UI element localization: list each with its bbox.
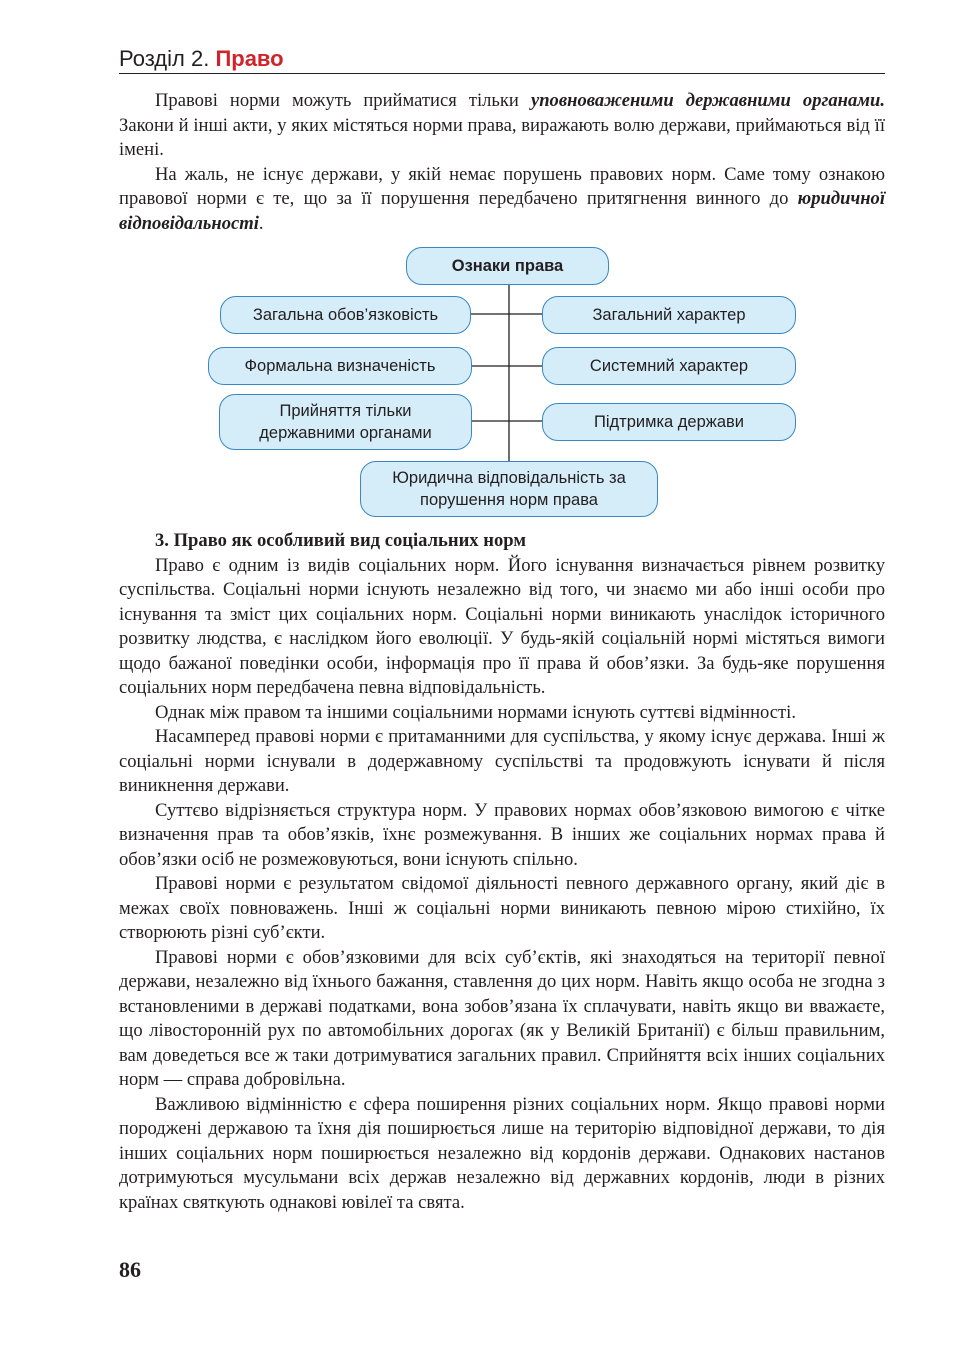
node-formal-definiteness: Формальна визначеність xyxy=(208,347,472,385)
paragraph: Суттєво відрізняється структура норм. У правових нормах обов’язковою вимогою є чітке визначення прав та обов’язків, їхнє розмежування. В інших же соціальних нормах права й обов’язки осіб не розмежовуються, вони існують спільно. xyxy=(119,799,885,870)
paragraph: Однак між правом та іншими соціальними нормами існують суттєві відмінності. xyxy=(155,701,796,723)
section-heading: 3. Право як особливий вид соціальних норм xyxy=(155,530,526,551)
paragraph: Право є одним із видів соціальних норм. Його існування визначається рівнем розвитку суспільства. Соціальні норми існують незалежно від того, чи знаємо ми або інші особи про існування та зміст цих соціальних норм. Соціальні норми виникають унаслідок історичного розвитку людства, є наслідком його еволюції. У будь-якій соціальній нормі містяться вимоги щодо бажаної поведінки особи, інформація про її права й обов’язки. За будь-яке порушення соціальних норм передбачена певна відповідальність. xyxy=(119,554,885,698)
section-label: Розділ 2. xyxy=(119,46,216,71)
section-title: Право xyxy=(215,46,284,71)
paragraph xyxy=(119,163,885,237)
node-legal-liability: Юридична відповідальність за порушення норм права xyxy=(360,461,658,517)
text-run: Закони й інші акти, у яких містяться норми права, виражають волю держави, приймаються від її імені. xyxy=(119,114,885,160)
node-general-obligation: Загальна обов’язковість xyxy=(220,296,471,334)
emphasis-text: юридичної відповідальності xyxy=(119,188,885,234)
node-state-adoption: Прийняття тільки державними органами xyxy=(219,394,472,450)
node-systemic-character: Системний характер xyxy=(542,347,796,385)
paragraph: Правові норми є результатом свідомої діяльності певного державного органу, який діє в межах своїх повноважень. Інші ж соціальні норми виникають певною мірою стихійно, їх створюють різні суб’єкти. xyxy=(119,873,885,943)
paragraph: Насамперед правові норми є притаманними для суспільства, у якому існує держава. Інші ж соціальні норми існували в додержавному суспільстві та продовжують існувати й після виникнення держави. xyxy=(119,726,885,796)
paragraph: Правові норми є обов’язковими для всіх суб’єктів, які знаходяться на території певної держави, незалежно від їхнього бажання, ставлення до цих норм. Навіть якщо особа не згодна з встановленими в державі податками, вона зобов’язана їх сплачувати, навіть якщо ви вважаєте, що лівосторонній рух по автомобільних дорогах (як у Великій Британії) є більш правильним, вам доведеться все ж таки дотримуватися загальних правил. Сприйняття всіх інших соціальних норм — справа добровільна. xyxy=(119,946,885,1090)
page-number: 86 xyxy=(119,1257,141,1282)
diagram-title-node: Ознаки права xyxy=(406,247,609,285)
paragraph xyxy=(119,89,885,163)
text-run: На жаль, не існує держави, у якій немає порушень правових норм. Саме тому ознакою правової норми є те, що за її порушення передбачено притягнення винного до xyxy=(119,163,885,209)
section-3 xyxy=(119,529,885,1215)
text-run: . xyxy=(258,212,264,234)
page-header xyxy=(119,46,885,74)
node-general-character: Загальний характер xyxy=(542,296,796,334)
emphasis-text: уповноваженими державними органами. xyxy=(530,90,886,111)
text-run: Правові норми можуть прийматися тільки xyxy=(155,90,531,111)
node-state-support: Підтримка держави xyxy=(542,403,796,441)
paragraph: Важливою відмінністю є сфера поширення різних соціальних норм. Якщо правові норми породжені державою та їхня дія поширюється лише на територію відповідної держави, то дія інших соціальних норм поширюється незалежно від кордонів держави. Однакових настанов дотримуються мусульмани всіх держав незалежно від державних кордонів, люди в різних країнах святкують однакові ювілеї та свята. xyxy=(119,1093,885,1213)
intro-text xyxy=(119,89,885,236)
